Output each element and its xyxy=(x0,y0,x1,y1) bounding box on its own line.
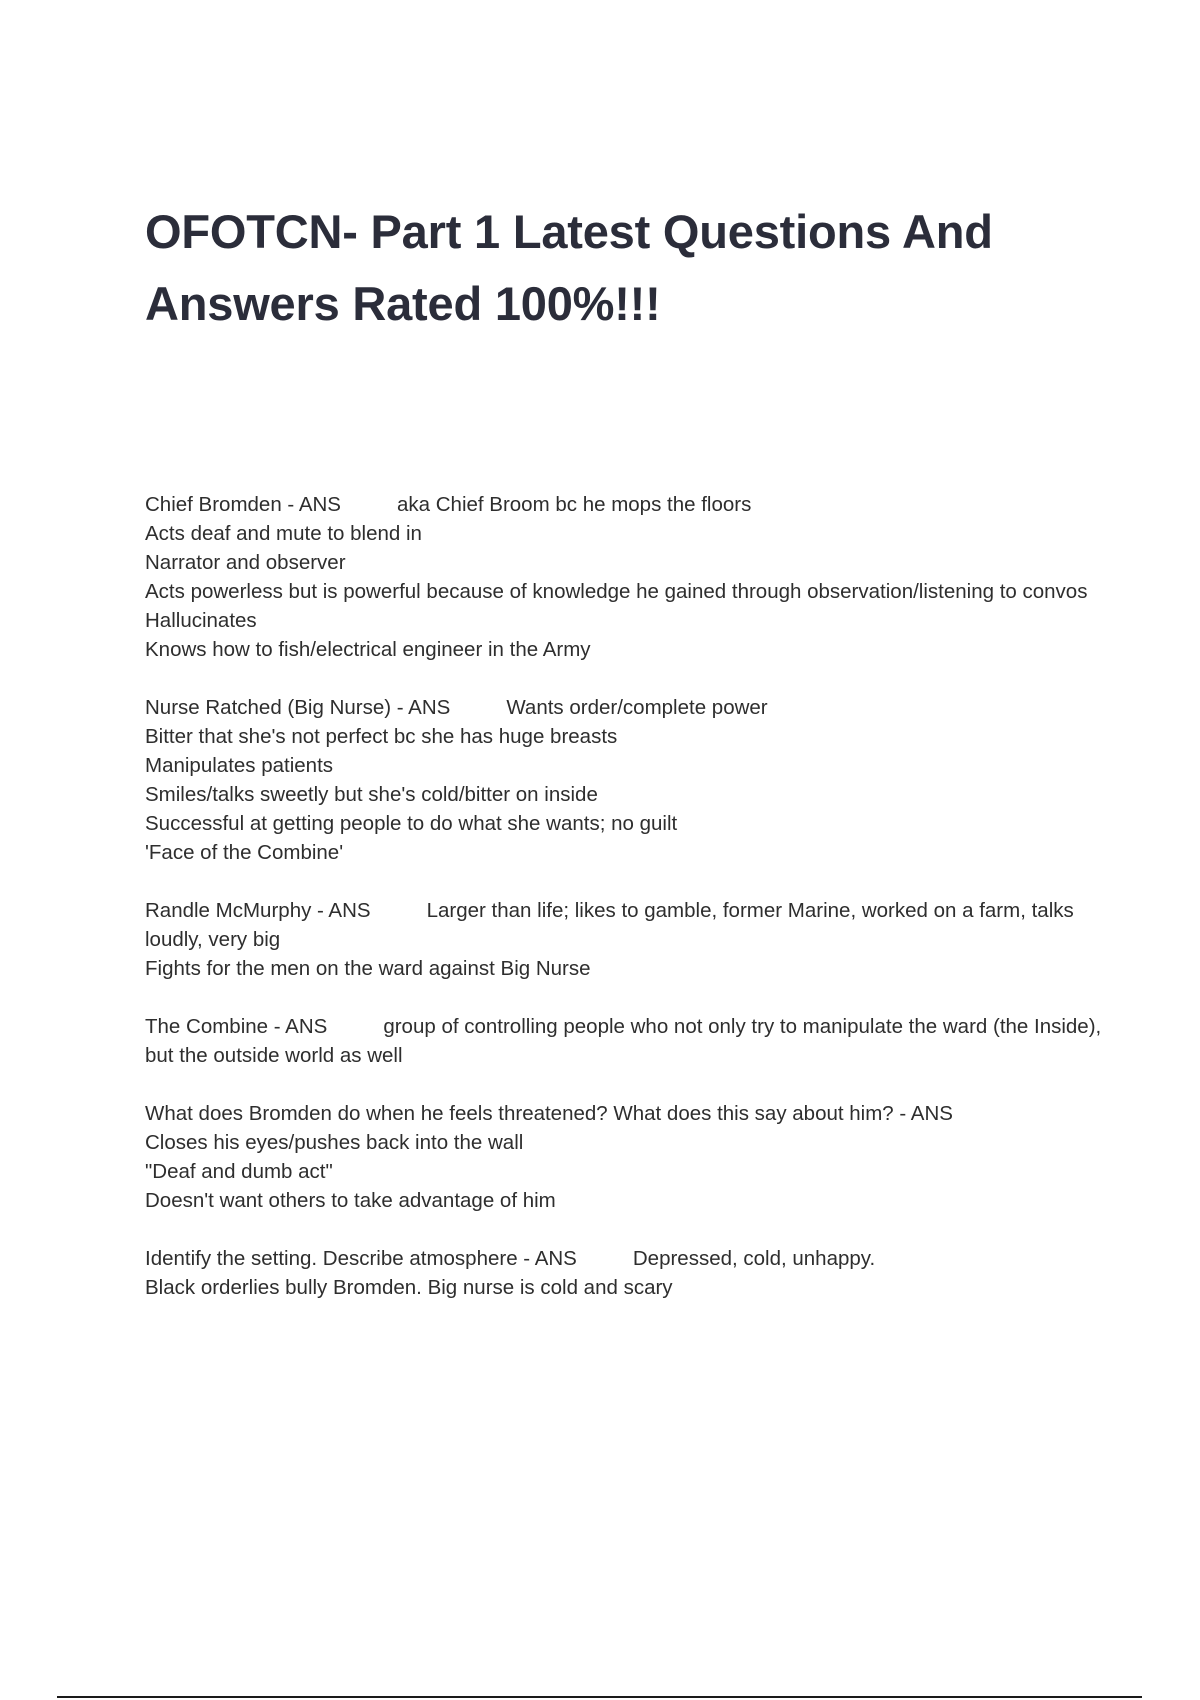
answer-line: Knows how to fish/electrical engineer in the Army xyxy=(145,638,591,661)
qa-question-line xyxy=(145,490,1105,519)
answer-line: Hallucinates xyxy=(145,609,257,632)
question-text: Randle McMurphy - ANS xyxy=(145,899,371,922)
question-text: What does Bromden do when he feels threatened? What does this say about him? - ANS xyxy=(145,1102,953,1125)
footer-divider xyxy=(57,1696,1142,1698)
answer-text: Depressed, cold, unhappy. xyxy=(632,1247,876,1270)
document-title: OFOTCN- Part 1 Latest Questions And Answers Rated 100%!!! xyxy=(145,205,993,330)
qa-entry-chief-bromden xyxy=(145,490,1105,664)
qa-question-line xyxy=(145,1099,1105,1128)
qa-question-line xyxy=(145,1244,1105,1273)
answer-line: "Deaf and dumb act" xyxy=(145,1160,333,1183)
qa-question-line xyxy=(145,896,1105,954)
qa-entry-the-combine xyxy=(145,1012,1105,1070)
answer-line: Acts powerless but is powerful because of knowledge he gained through observation/listening to convos xyxy=(145,580,1088,603)
answer-line: Bitter that she's not perfect bc she has huge breasts xyxy=(145,725,618,748)
question-text: Identify the setting. Describe atmosphere - ANS xyxy=(145,1247,577,1270)
answer-line: Smiles/talks sweetly but she's cold/bitter on inside xyxy=(145,783,598,806)
answer-line: Black orderlies bully Bromden. Big nurse is cold and scary xyxy=(145,1276,673,1299)
answer-text: group of controlling people who not only try to manipulate the ward (the Inside), but the outside world as well xyxy=(145,1015,1102,1067)
answer-line: 'Face of the Combine' xyxy=(145,841,344,864)
answer-text: aka Chief Broom bc he mops the floors xyxy=(396,493,752,516)
qa-entry-setting xyxy=(145,1244,1105,1302)
answer-line: Narrator and observer xyxy=(145,551,346,574)
qa-list xyxy=(145,490,1105,1331)
qa-entry-randle-mcmurphy xyxy=(145,896,1105,983)
answer-line: Manipulates patients xyxy=(145,754,334,777)
answer-text: Larger than life; likes to gamble, former Marine, worked on a farm, talks loudly, very big xyxy=(145,899,1074,951)
answer-line: Acts deaf and mute to blend in xyxy=(145,522,422,545)
qa-question-line xyxy=(145,693,1105,722)
answer-line: Doesn't want others to take advantage of him xyxy=(145,1189,556,1212)
qa-question-line xyxy=(145,1012,1105,1070)
question-text: Chief Bromden - ANS xyxy=(145,493,341,516)
answer-line: Successful at getting people to do what she wants; no guilt xyxy=(145,812,678,835)
question-text: The Combine - ANS xyxy=(145,1015,328,1038)
answer-text: Wants order/complete power xyxy=(506,696,768,719)
answer-line: Closes his eyes/pushes back into the wall xyxy=(145,1131,524,1154)
qa-entry-nurse-ratched xyxy=(145,693,1105,867)
answer-line: Fights for the men on the ward against Big Nurse xyxy=(145,957,591,980)
qa-entry-bromden-threatened xyxy=(145,1099,1105,1215)
question-text: Nurse Ratched (Big Nurse) - ANS xyxy=(145,696,451,719)
